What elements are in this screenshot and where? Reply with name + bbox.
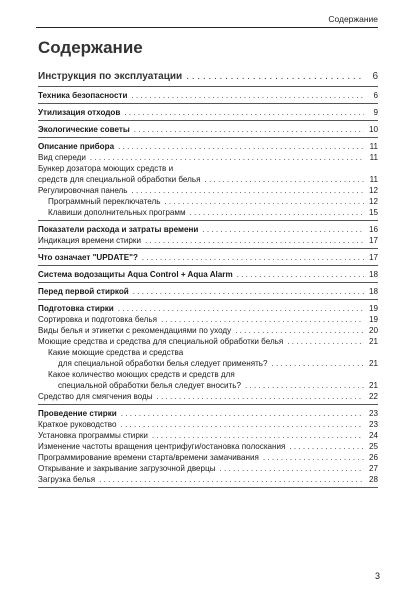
running-head: Содержание: [328, 14, 378, 24]
toc-entry[interactable]: [38, 152, 378, 163]
toc-entry-title: для специальной обработки белья следует применять?: [58, 359, 268, 368]
toc-entry-title: Краткое руководство: [38, 420, 117, 429]
toc-entry[interactable]: [38, 269, 378, 280]
toc-entry-page: 17: [368, 236, 378, 245]
toc-entry[interactable]: [38, 314, 378, 325]
toc-entry-title: Программирование времени старта/времени замачивания: [38, 453, 259, 462]
toc-entry-page: 22: [368, 392, 378, 401]
toc-entry-page: 17: [368, 253, 378, 262]
toc-entry-title: средств для специальной обработки белья: [38, 175, 201, 184]
toc-entry[interactable]: [38, 369, 378, 380]
section-divider: [38, 220, 378, 221]
toc-entry-page: 19: [368, 304, 378, 313]
toc-entry-title: Клавиши дополнительных программ: [48, 208, 186, 217]
toc-entry[interactable]: [38, 252, 378, 263]
header-divider: [36, 27, 378, 28]
toc-entry-title: Вид спереди: [38, 153, 86, 162]
toc-entry[interactable]: [38, 196, 378, 207]
toc-entry[interactable]: [38, 70, 378, 84]
section-divider: [38, 404, 378, 405]
toc-entry-page: 24: [368, 431, 378, 440]
toc-entry-page: 9: [373, 108, 378, 117]
toc-entry-page: 6: [373, 91, 378, 100]
toc-entry-page: 20: [368, 326, 378, 335]
toc-entry[interactable]: [38, 325, 378, 336]
toc-entry-title: Что означает "UPDATE"?: [38, 253, 138, 262]
page-title: Содержание: [38, 38, 143, 57]
toc-entry[interactable]: [38, 224, 378, 235]
toc-entry-title: Система водозащиты Aqua Control + Aqua Alarm: [38, 270, 233, 279]
toc-entry[interactable]: [38, 419, 378, 430]
toc-entry-page: 11: [369, 175, 378, 184]
section-divider: [38, 86, 378, 87]
toc-entry[interactable]: [38, 235, 378, 246]
toc-entry-title: Установка программы стирки: [38, 431, 148, 440]
section-divider: [38, 137, 378, 138]
toc-entry[interactable]: [38, 430, 378, 441]
table-of-contents: [38, 70, 378, 491]
toc-entry[interactable]: [38, 303, 378, 314]
toc-entry-title: Какие моющие средства и средства: [48, 348, 184, 357]
toc-entry[interactable]: [38, 474, 378, 485]
toc-entry[interactable]: [38, 174, 378, 185]
toc-entry-title: Подготовка стирки: [38, 304, 114, 313]
toc-entry-title: Виды белья и этикетки с рекомендациями по уходу: [38, 326, 232, 335]
section-divider: [38, 487, 378, 488]
toc-entry-page: 19: [368, 315, 378, 324]
toc-entry-page: 16: [368, 225, 378, 234]
section-divider: [38, 120, 378, 121]
toc-entry[interactable]: [38, 347, 378, 358]
toc-entry[interactable]: [38, 358, 378, 369]
toc-entry[interactable]: [38, 380, 378, 391]
section-divider: [38, 103, 378, 104]
toc-entry-page: 25: [368, 442, 378, 451]
section-divider: [38, 282, 378, 283]
toc-entry[interactable]: [38, 286, 378, 297]
toc-entry-title: Регулировочная панель: [38, 186, 128, 195]
toc-entry[interactable]: [38, 90, 378, 101]
toc-entry[interactable]: [38, 107, 378, 118]
toc-entry-page: 18: [368, 270, 378, 279]
toc-entry[interactable]: [38, 391, 378, 402]
toc-entry-title: Загрузка белья: [38, 475, 96, 484]
toc-entry-title: Техника безопасности: [38, 91, 128, 100]
toc-entry-title: Программный переключатель: [48, 197, 161, 206]
toc-entry[interactable]: [38, 463, 378, 474]
section-divider: [38, 299, 378, 300]
toc-entry-title: Показатели расхода и затраты времени: [38, 225, 199, 234]
toc-entry[interactable]: [38, 163, 378, 174]
toc-entry-page: 10: [368, 125, 378, 134]
toc-entry-page: 11: [369, 153, 378, 162]
page-number: 3: [374, 571, 380, 581]
toc-entry[interactable]: [38, 441, 378, 452]
toc-entry-page: 21: [368, 359, 378, 368]
toc-entry[interactable]: [38, 141, 378, 152]
toc-entry-title: Моющие средства и средства для специальной обработки белья: [38, 337, 284, 346]
section-divider: [38, 265, 378, 266]
toc-entry[interactable]: [38, 408, 378, 419]
toc-entry-page: 12: [368, 186, 378, 195]
toc-entry-page: 6: [372, 71, 378, 82]
toc-entry-title: Индикация времени стирки: [38, 236, 141, 245]
toc-entry-page: 11: [369, 142, 378, 151]
toc-entry-page: 12: [368, 197, 378, 206]
toc-entry-title: Проведение стирки: [38, 409, 117, 418]
toc-entry[interactable]: [38, 124, 378, 135]
toc-entry-page: 15: [368, 208, 378, 217]
toc-entry-title: Экологические советы: [38, 125, 130, 134]
toc-entry-title: Инструкция по эксплуатации: [38, 71, 183, 82]
toc-entry[interactable]: [38, 207, 378, 218]
toc-entry-title: Описание прибора: [38, 142, 115, 151]
section-divider: [38, 248, 378, 249]
toc-entry-title: Изменение частоты вращения центрифуги/остановка полоскания: [38, 442, 286, 451]
toc-entry-title: Утилизация отходов: [38, 108, 121, 117]
toc-entry-page: 23: [368, 409, 378, 418]
toc-entry-title: специальной обработки белья следует вносить?: [58, 381, 241, 390]
toc-entry-page: 27: [368, 464, 378, 473]
toc-entry[interactable]: [38, 336, 378, 347]
toc-entry[interactable]: [38, 185, 378, 196]
toc-entry-page: 23: [368, 420, 378, 429]
toc-entry-title: Средство для смягчения воды: [38, 392, 153, 401]
toc-entry-page: 18: [368, 287, 378, 296]
toc-entry[interactable]: [38, 452, 378, 463]
toc-entry-page: 28: [368, 475, 378, 484]
toc-entry-page: 26: [368, 453, 378, 462]
toc-entry-page: 21: [368, 337, 378, 346]
toc-entry-page: 21: [368, 381, 378, 390]
toc-entry-title: Бункер дозатора моющих средств и: [38, 164, 174, 173]
toc-entry-title: Какое количество моющих средств и средств для: [48, 370, 235, 379]
toc-entry-title: Перед первой стиркой: [38, 287, 129, 296]
toc-entry-title: Сортировка и подготовка белья: [38, 315, 157, 324]
toc-entry-title: Открывание и закрывание загрузочной дверцы: [38, 464, 216, 473]
